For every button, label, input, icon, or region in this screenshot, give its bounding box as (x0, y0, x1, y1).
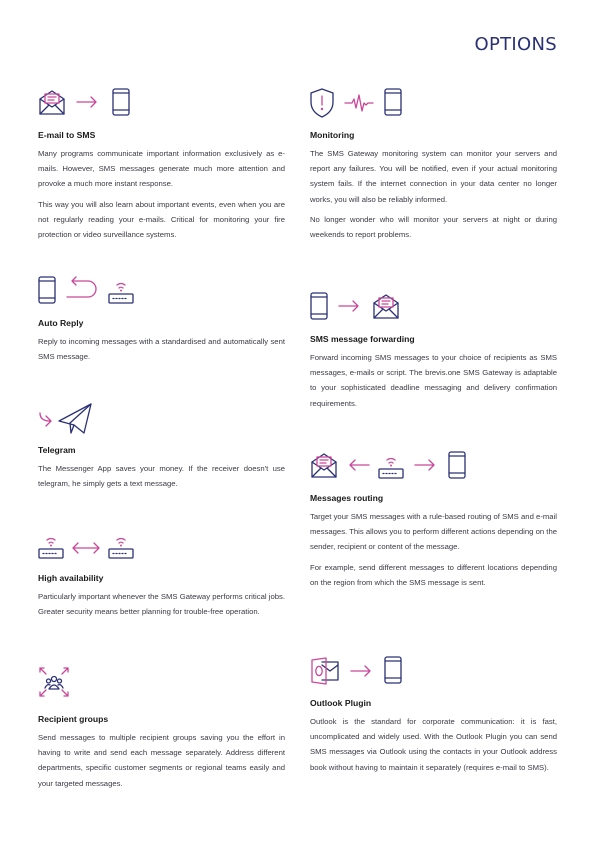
section-high-availability (38, 531, 285, 624)
section-title: SMS message forwarding (310, 334, 415, 344)
router-icon (378, 453, 404, 479)
heartbeat-icon (344, 94, 374, 112)
paper-plane-icon (58, 403, 92, 435)
section-paragraph: Particularly important whenever the SMS Gateway performs critical jobs. Greater security means better planning for trouble-free operation. (38, 592, 285, 617)
section-paragraph: Many programs communicate important information exclusively as e-mails. However, SMS messages generate much more attention and provoke a much more instant response. (38, 149, 285, 189)
section-title: Monitoring (310, 130, 355, 140)
arrow-left-icon (348, 459, 370, 471)
group-focus-icon (38, 666, 70, 698)
router-icon (108, 533, 134, 559)
section-paragraph: No longer wonder who will monitor your servers at night or during weekends to report problems. (310, 214, 557, 240)
page-title: OPTIONS (474, 34, 557, 55)
section-outlook-plugin (310, 656, 557, 780)
section-title: High availability (38, 573, 104, 583)
phone-icon (38, 276, 56, 304)
envelope-icon (372, 292, 400, 320)
section-messages-routing (310, 451, 557, 595)
section-title: Recipient groups (38, 714, 109, 724)
double-arrow-icon (72, 541, 100, 555)
section-auto-reply (38, 276, 285, 369)
phone-icon (310, 292, 328, 320)
router-icon (108, 278, 134, 304)
phone-icon (384, 88, 402, 116)
router-icon (38, 533, 64, 559)
arrow-right-icon (414, 459, 436, 471)
icon-row (38, 531, 285, 563)
phone-icon (384, 656, 402, 684)
shield-alert-icon (310, 88, 334, 118)
section-paragraph: The SMS Gateway monitoring system can monitor your servers and report any failures. You will be notified, even if your actual monitoring system fails. If the internet connection in your data center no longer works, you will also be reliably informed. (310, 149, 557, 204)
icon-row (310, 88, 557, 120)
icon-row (38, 276, 285, 308)
section-monitoring (310, 88, 557, 247)
section-title: Outlook Plugin (310, 698, 372, 708)
section-telegram (38, 403, 285, 496)
arrow-right-icon (76, 96, 98, 108)
icon-row (310, 292, 557, 324)
section-paragraph: Target your SMS messages with a rule-based routing of SMS and e-mail messages. This allows you to perform different actions depending on the sender, recipient or content of the message. (310, 512, 557, 552)
outlook-icon (310, 656, 340, 686)
icon-row (310, 656, 557, 688)
arrow-right-icon (350, 665, 372, 677)
envelope-icon (310, 451, 338, 479)
share-arrow-icon (38, 409, 58, 429)
icon-row (38, 403, 285, 435)
section-paragraph: This way you will also learn about important events, even when you are not regularly reading your e-mails. Critical for monitoring your fire protection or video surveillance systems. (38, 199, 285, 240)
section-email-to-sms (38, 88, 285, 247)
section-title: E-mail to SMS (38, 130, 96, 140)
phone-icon (448, 451, 466, 479)
phone-icon (112, 88, 130, 116)
section-paragraph: Outlook is the standard for corporate communication: it is fast, uncomplicated and widely used. With the Outlook Plugin you can send SMS messages via Outlook using the contacts in your Outlook address book without having to maintain it separately (requires e-mail to SMS). (310, 717, 557, 772)
section-title: Auto Reply (38, 318, 84, 328)
arrow-right-icon (338, 300, 360, 312)
section-paragraph: For example, send different messages to different locations depending on the region from which the SMS message is sent. (310, 562, 557, 587)
icon-row (38, 666, 285, 704)
section-title: Messages routing (310, 493, 384, 503)
envelope-icon (38, 88, 66, 116)
right-column (310, 0, 557, 842)
section-paragraph: The Messenger App saves your money. If the receiver doesn't use telegram, he simply gets a text message. (38, 464, 285, 489)
left-column (38, 0, 285, 842)
section-paragraph: Send messages to multiple recipient groups saving you the effort in having to write and send each message separately. Address different departments, specific customer segments or regional teams easily and your targeted messages. (38, 733, 285, 788)
section-paragraph: Forward incoming SMS messages to your choice of recipients as SMS messages, e-mails or script. The brevis.one SMS Gateway is adaptable to your sophisticated deadline messaging and delivery confirmation requirements. (310, 353, 557, 408)
arrow-return-icon (66, 280, 100, 302)
icon-row (38, 88, 285, 120)
section-sms-forwarding (310, 292, 557, 416)
section-title: Telegram (38, 445, 76, 455)
section-paragraph: Reply to incoming messages with a standardised and automatically sent SMS message. (38, 337, 285, 362)
icon-row (310, 451, 557, 483)
section-recipient-groups (38, 666, 285, 796)
